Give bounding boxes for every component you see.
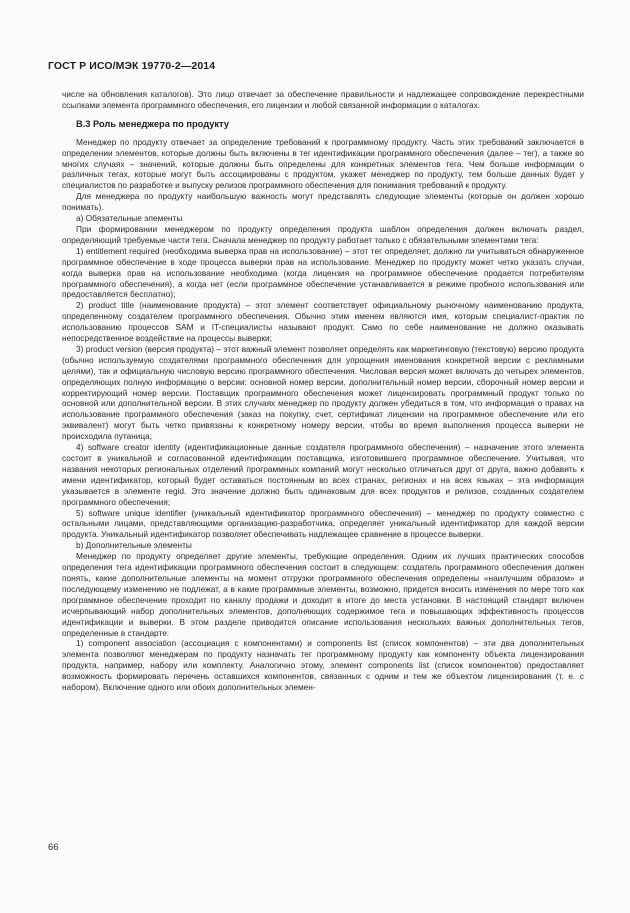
document-header: ГОСТ Р ИСО/МЭК 19770-2—2014 [48,60,216,72]
paragraph: числе на обновления каталогов). Это лицо отвечает за обеспечение правильности и надлежащее сопровождение перекрестными ссылками элемента программного обеспечения, его лицензии и любой связанной информации о каталогах. [62,89,584,110]
list-item: 1) component association (ассоциация с компонентами) и components list (список компонентов) – эти два дополнительных элемента позволяют менеджерам по продукту назначать тег программному продукту как компоненту объекта лицензирования продукта, например, набору или комплекту. Аналогично этому, элемент components list (список компонентов) предоставляет возможность формировать перечень оставшихся компонентов, связанных с одним и тем же объектом лицензирования (т. е. с набором). Включение одного или обоих дополнительных элемен- [62,638,584,693]
list-item: 2) product title (наименование продукта) – этот элемент соответствует официальному рыночному наименованию продукта, определенному создателем программного обеспечения. Обычно этим именем являются имя, которым специалист-практик по использованию процессов SAM и IT-специалисты называют продукт. Само по себе наименование не должно оказывать непосредственное воздействие на процессы выверки; [62,300,584,344]
paragraph: Для менеджера по продукту наибольшую важность могут представлять следующие элементы (которые он должен хорошо понимать). [62,191,584,213]
paragraph: При формировании менеджером по продукту определения продукта шаблон определения должен включать раздел, определяющий требуемые части тега. Сначала менеджер по продукту работает только с обязательными элементами тега: [62,223,584,245]
section-title: B.3 Роль менеджера по продукту [76,118,229,129]
list-heading: а) Обязательные элементы [76,213,183,224]
list-item: 4) software creator identity (идентификационные данные создателя программного обеспечения) – назначение этого элемента состоит в уникальной и согласованной идентификации поставщика, изготовившего программное обеспечение. Учитывая, что названия некоторых региональных отделений программных компаний могут несколько отличаться друг от друга, важно добавить к имени идентификатор, который будет оставаться постоянным во всех странах, регионах и на всех языках – эта информация указывается в элементе regid. Это значение должно быть одинаковым для всех продуктов и релизов, созданных создателем программного обеспечения; [62,442,584,507]
main-content [62,89,584,693]
list-item: 5) software unique identifier (уникальный идентификатор программного обеспечения) – менеджер по продукту совместно с остальными лицами, представляющими организацию-разработчика, определяет уникальный идентификатор для каждой версии продукта. Уникальный идентификатор позволяет обеспечивать надлежащее сравнение в процессе выверки. [62,507,584,540]
list-item: 3) product version (версия продукта) – этот важный элемент позволяет определять как маркетинговую (текстовую) версию продукта (обычно используемую создателями программного обеспечения для упрощения именования конкретной версии с рекламными целями), так и официальную числовую версию программного обеспечения. Числовая версия может включать до четырех элементов, определяющих полную информацию о версии: основной номер версии, дополнительный номер версии, сборочный номер версии и корректирующий номер версии. Поставщик программного обеспечения может лицензировать программный продукт только по основной или дополнительной версии. В этих случаях менеджер по продукту должен убедиться в том, что информация о правах на использование программного обеспечения (заказ на покупку, счет, сертификат лицензии на программное обеспечение или его эквивалент) могут быть четко привязаны к конкретному номеру версии, чтобы во время выполнения процесса выверки не происходила путаница; [62,343,584,442]
list-item: 1) entitlement required (необходима выверка прав на использование) – этот тег определяет, должно ли учитываться обнаруженное программное обеспечение в ходе процесса выверки прав на использование. Менеджер по продукту может четко указать случаи, когда выверка прав на использование необходима (когда лицензия на программное обеспечение продается потребителям программного обеспечения), а когда нет (если программное обеспечение устанавливается в режиме пробного использования или предоставляется бесплатно); [62,245,584,300]
paragraph: Менеджер по продукту определяет другие элементы, требующие определения. Одним их лучших практических способов определения тега идентификации программного обеспечения состоит в следующем: создатель программного обеспечения должен понять, какие дополнительные элементы на момент отгрузки программного обеспечения определены «наилучшим образом» и последующему изменению не подлежат, а в какие программные элементы, возможно, придется вносить изменения по мере того как программное обеспечение проходит по каналу продажи и доходит в итоге до места установки. В настоящий стандарт включен исчерпывающий набор дополнительных элементов, дополняющих содержимое тега и повышающих эффективность процессов идентификации и выверки. В этом разделе приводится описание использования нескольких важных дополнительных тегов, определенные в стандарте: [62,551,584,638]
list-heading: b) Дополнительные элементы [76,540,192,551]
page-number: 66 [48,842,59,853]
paragraph: Менеджер по продукту отвечает за определение требований к программному продукту. Часть этих требований заключается в определении элементов, которые должны быть включены в тег идентификации программного обеспечения (далее – тег), а также во многих случаях – значений, которые должны быть определены для конкретных элементов тега. Чем больше информации о различных тегах, которые могут быть ассоциированы с продуктом, укажет менеджер по продукту, тем больше данных будет у специалистов по разработке и выпуску релизов программного обеспечения для понимания требований к продукту. [62,136,584,191]
